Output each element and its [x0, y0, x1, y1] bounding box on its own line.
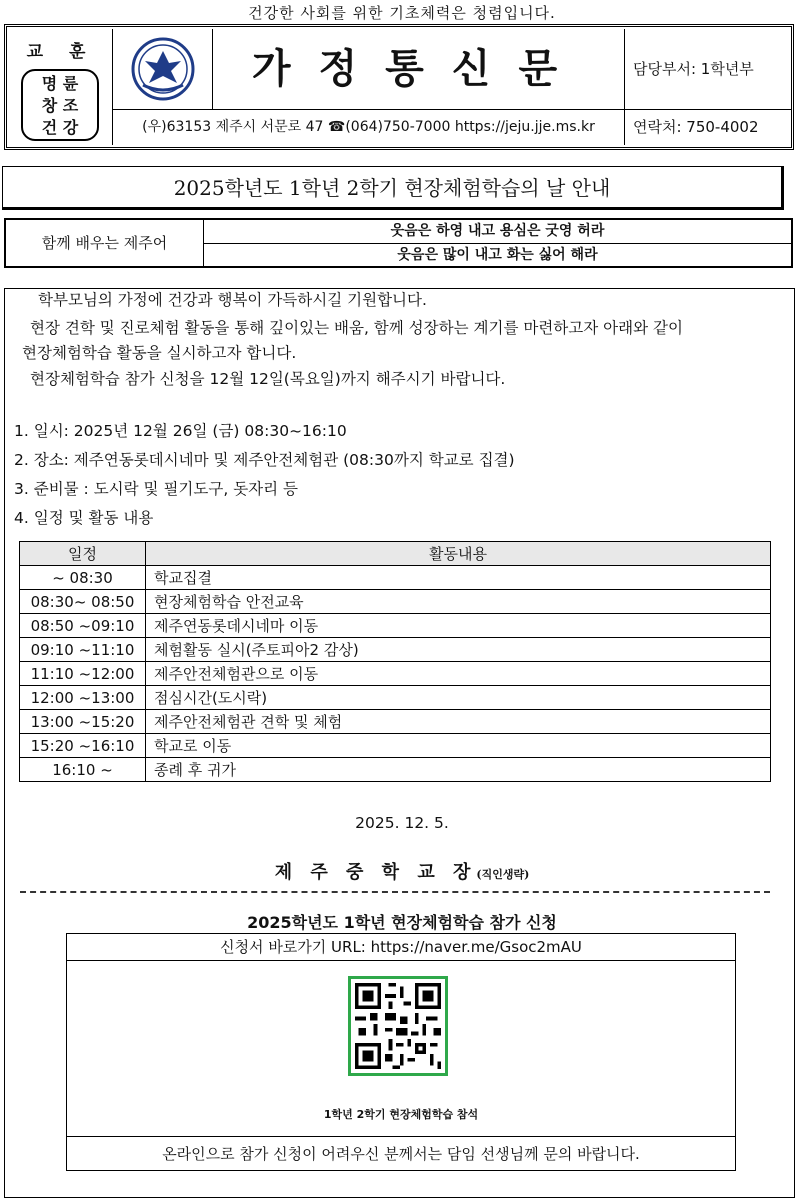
table-row [20, 734, 771, 758]
kyohun-line: 창 조 [41, 96, 79, 115]
jeju-dialect-label: 함께 배우는 제주어 [6, 220, 204, 266]
table-row [20, 662, 771, 686]
table-row [20, 686, 771, 710]
motto: 건강한 사회를 위한 기초체력은 청렴입니다. [248, 4, 556, 22]
contact-number: 연락처: 750-4002 [633, 118, 759, 136]
schedule-activity: 현장체험학습 안전교육 [146, 590, 771, 614]
masthead [4, 24, 794, 150]
apply-title: 2025학년도 1학년 현장체험학습 참가 신청 [247, 913, 557, 932]
table-row [20, 710, 771, 734]
table-row [20, 566, 771, 590]
apply-box [66, 933, 736, 1171]
info-item: 4. 일정 및 활동 내용 [14, 509, 154, 527]
kyohun-box [21, 69, 99, 141]
page-title: 2025학년도 1학년 2학기 현장체험학습의 날 안내 [2, 166, 784, 210]
intro-line: 현장체험학습 참가 신청을 12월 12일(목요일)까지 해주시기 바랍니다. [30, 370, 506, 388]
schedule-activity: 제주연동롯데시네마 이동 [146, 614, 771, 638]
jeju-dialect-line: 웃음은 하영 내고 용심은 굿영 허라 [390, 223, 605, 239]
jeju-standard-line: 웃음은 많이 내고 화는 싫어 해라 [397, 247, 598, 263]
table-row [20, 758, 771, 782]
kyohun-line: 건 강 [41, 118, 79, 137]
schedule-activity: 종례 후 귀가 [146, 758, 771, 782]
cut-line [20, 891, 770, 893]
schedule-time: 11:10 ~12:00 [20, 662, 146, 686]
column-header: 활동내용 [146, 542, 771, 566]
qr-code-icon [351, 979, 445, 1073]
school-emblem-icon [113, 29, 213, 109]
intro-line: 현장체험학습 활동을 실시하고자 합니다. [22, 344, 297, 362]
schedule-time: 08:30~ 08:50 [20, 590, 146, 614]
signer-note: (직인생략) [476, 868, 530, 881]
schedule-activity: 점심시간(도시락) [146, 686, 771, 710]
kyohun-section [9, 29, 113, 145]
qr-code[interactable] [348, 976, 448, 1076]
schedule-activity: 학교로 이동 [146, 734, 771, 758]
table-header-row [20, 542, 771, 566]
apply-footer: 온라인으로 참가 신청이 어려우신 분께서는 담임 선생님께 문의 바랍니다. [67, 1136, 735, 1171]
intro-line: 현장 견학 및 진로체험 활동을 통해 깊이있는 배움, 함께 성장하는 계기를 마련하고자 아래와 같이 [30, 319, 683, 337]
school-address: (우)63153 제주시 서문로 47 ☎(064)750-7000 https://jeju.jje.ms.kr [113, 109, 625, 145]
department: 담당부서: 1학년부 [633, 60, 754, 78]
qr-caption: 1학년 2학기 현장체험학습 참석 [323, 1108, 479, 1121]
apply-url-link[interactable]: 신청서 바로가기 URL: https://naver.me/Gsoc2mAU [67, 934, 735, 961]
jeju-dialect-box [4, 218, 793, 268]
intro-line: 학부모님의 가정에 건강과 행복이 가득하시길 기원합니다. [38, 291, 427, 309]
schedule-time: 15:20 ~16:10 [20, 734, 146, 758]
kyohun-label: 교 훈 [26, 42, 96, 62]
schedule-time: 16:10 ~ [20, 758, 146, 782]
schedule-time: 08:50 ~09:10 [20, 614, 146, 638]
signer-name: 제 주 중 학 교 장 [274, 862, 477, 883]
schedule-time: 09:10 ~11:10 [20, 638, 146, 662]
schedule-time: 12:00 ~13:00 [20, 686, 146, 710]
schedule-activity: 체험활동 실시(주토피아2 감상) [146, 638, 771, 662]
column-header: 일정 [20, 542, 146, 566]
schedule-time: 13:00 ~15:20 [20, 710, 146, 734]
schedule-time: ~ 08:30 [20, 566, 146, 590]
info-item: 3. 준비물 : 도시락 및 필기도구, 돗자리 등 [14, 480, 299, 498]
principal-signature [0, 858, 804, 884]
schedule-activity: 학교집결 [146, 566, 771, 590]
table-row [20, 638, 771, 662]
issue-date: 2025. 12. 5. [355, 814, 449, 832]
info-item: 2. 장소: 제주연동롯데시네마 및 제주안전체험관 (08:30까지 학교로 집결) [14, 451, 515, 469]
schedule-activity: 제주안전체험관 견학 및 체험 [146, 710, 771, 734]
school-logo [113, 29, 213, 109]
info-item: 1. 일시: 2025년 12월 26일 (금) 08:30~16:10 [14, 422, 347, 440]
schedule-table [19, 541, 771, 782]
table-row [20, 614, 771, 638]
schedule-activity: 제주안전체험관으로 이동 [146, 662, 771, 686]
kyohun-line: 명 륜 [41, 74, 79, 93]
newsletter-title: 가정통신문 [213, 29, 625, 109]
table-row [20, 590, 771, 614]
